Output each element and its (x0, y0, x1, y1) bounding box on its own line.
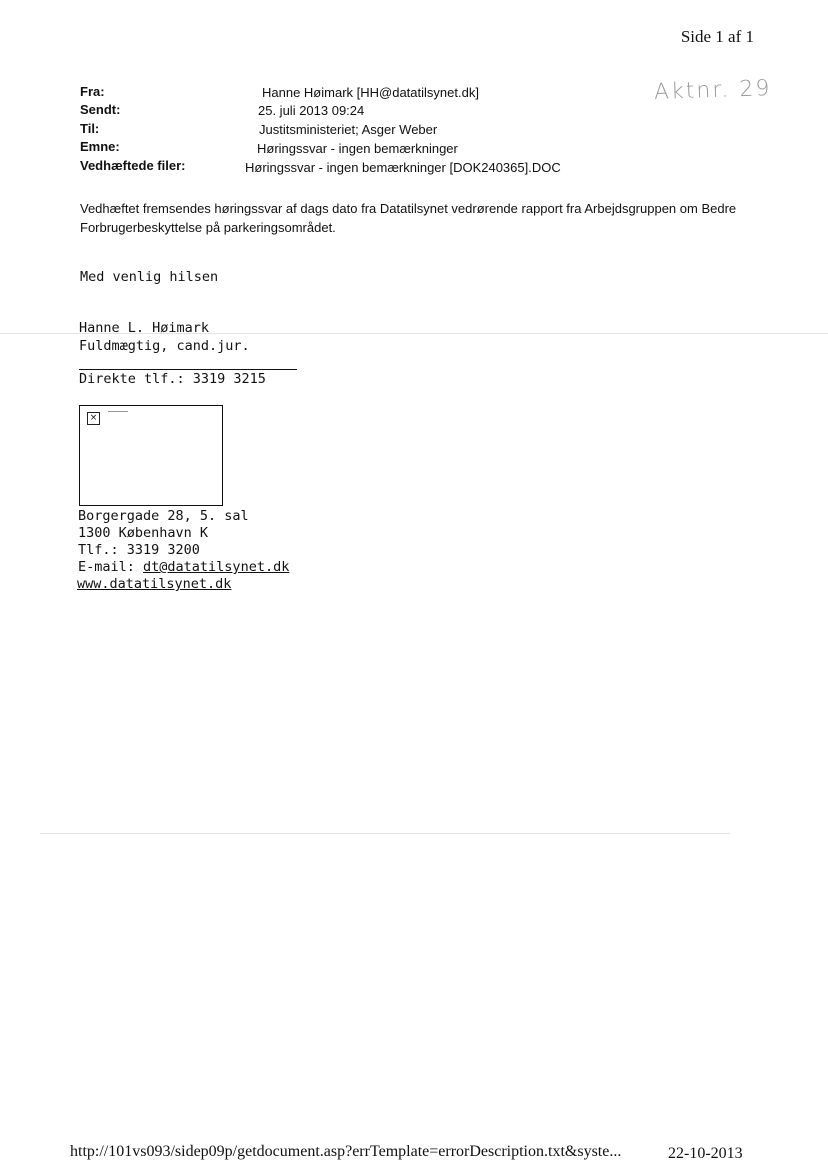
logo-placeholder (79, 405, 223, 506)
greeting: Med venlig hilsen (80, 269, 219, 285)
placeholder-dash (108, 411, 128, 412)
address-line-1: Borgergade 28, 5. sal (78, 508, 249, 524)
broken-image-icon: × (87, 412, 100, 425)
phone: Tlf.: 3319 3200 (78, 542, 200, 558)
website-link[interactable]: www.datatilsynet.dk (77, 576, 232, 592)
scan-artifact-line-2 (40, 833, 730, 834)
message-body: Vedhæftet fremsendes høringssvar af dags dato fra Datatilsynet vedrørende rapport fra Arbejdsgruppen om Bedre Forbrugerbeskyttelse på parkeringsområdet. (80, 201, 737, 235)
signature-title: Fuldmægtig, cand.jur. (79, 338, 250, 354)
from-value: Hanne Høimark [HH@datatilsynet.dk] (262, 85, 479, 100)
email-link[interactable]: dt@datatilsynet.dk (143, 559, 290, 575)
email-label: E-mail: (78, 559, 144, 575)
sent-label: Sendt: (80, 102, 121, 117)
direct-phone: Direkte tlf.: 3319 3215 (79, 371, 266, 387)
page-number: Side 1 af 1 (680, 27, 754, 46)
to-value: Justitsministeriet; Asger Weber (259, 122, 438, 137)
footer-url: http://101vs093/sidep09p/getdocument.asp?errTemplate=errorDescription.txt&syste... (70, 1143, 622, 1160)
subject-label: Emne: (80, 139, 120, 154)
attachments-label: Vedhæftede filer: (80, 158, 186, 173)
email-line (78, 559, 289, 575)
attachments-value: Høringssvar - ingen bemærkninger [DOK240365].DOC (245, 160, 561, 175)
subject-value: Høringssvar - ingen bemærkninger (257, 141, 458, 156)
to-label: Til: (80, 121, 100, 136)
footer-date: 22-10-2013 (668, 1145, 743, 1162)
address-line-2: 1300 København K (78, 525, 209, 541)
signature-name: Hanne L. Høimark (79, 320, 210, 336)
from-label: Fra: (80, 84, 105, 99)
signature-divider (79, 369, 297, 370)
sent-value: 25. juli 2013 09:24 (258, 103, 365, 118)
handwritten-annotation: Aktnr. 29 (653, 75, 772, 106)
